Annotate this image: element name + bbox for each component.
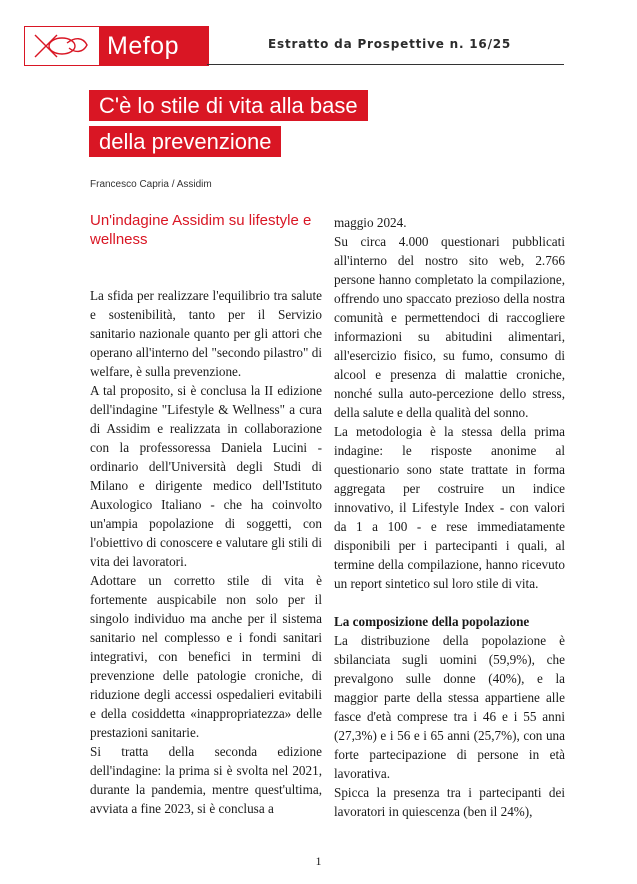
paragraph: Su circa 4.000 questionari pubblicati all'interno del nostro sito web, 2.766 persone hanno completato la compilazione, offrendo uno spaccato prezioso della nostra comunità e permettendoci di raccogliere informazioni su abitudini alimentari, all'esercizio fisico, su fumo, consumo di alcool e presenza di malattie croniche, nonché sulla auto-percezione dello stress, della salute e della qualità del sonno. [334,234,565,420]
paragraph: Spicca la presenza tra i partecipanti dei lavoratori in quiescenza (ben il 24%), [334,785,565,819]
paragraph: Adottare un corretto stile di vita è fortemente auspicabile non solo per il singolo individuo ma anche per il sistema sanitario nel complesso e i fondi sanitari integrativi, con benefici in termini di prevenzione delle patologie croniche, di riduzione degli accessi ospedalieri evitabili e della cosiddetta «inappropriatezza» delle prestazioni sanitarie. [90,573,322,740]
header-rule [207,64,564,65]
article-subtitle: Un'indagine Assidim su lifestyle e wellness [90,212,312,248]
paragraph: La distribuzione della popolazione è sbilanciata sugli uomini (59,9%), che prevalgono sulle donne (40%), e la maggior parte della stessa appartiene alle fasce d'età comprese tra i 46 e i 55 anni (27,3%) e i 56 e i 65 anni (25,7%), con una forte partecipazione di persone in età lavorativa. [334,633,565,781]
author-line: Francesco Capria / Assidim [90,179,212,190]
header-title: Estratto da Prospettive n. 16/25 [268,37,512,51]
section-spacer [334,593,565,612]
page-number: 1 [315,854,322,868]
paragraph: La sfida per realizzare l'equilibrio tra salute e sostenibilità, tanto per il Servizio sanitario nazionale quanto per gli attori che operano all'interno del "secondo pilastro" di welfare, è sulla prevenzione. [90,288,322,379]
article-title-line-2: della prevenzione [89,126,281,157]
paragraph: La metodologia è la stessa della prima indagine: le risposte anonime al questionario sono state trattate in forma aggregata per costruire un indice innovativo, il Lifestyle Index - con valori da 1 a 100 - e rese immediatamente disponibili per i partecipanti i quali, al termine della compilazione, hanno ricevuto un report sintetico sul loro stile di vita. [334,424,565,591]
paragraph: Si tratta della seconda edizione dell'indagine: la prima si è svolta nel 2021, durante la pandemia, mentre quest'ultima, avviata a fine 2023, si è conclusa a [90,744,322,816]
article-title-line-1: C'è lo stile di vita alla base [89,90,368,121]
mefop-logo-mark-icon [25,27,99,65]
left-column [90,286,322,818]
mefop-logo [24,26,209,66]
logo-text: Mefop [99,27,208,65]
section-heading: La composizione della popolazione [334,614,530,629]
right-column [334,213,565,821]
paragraph: A tal proposito, si è conclusa la II edizione dell'indagine "Lifestyle & Wellness" a cura di Assidim e realizzata in collaborazione con la professoressa Daniela Lucini - ordinario dell'Università degli Studi di Milano e dirigente medico dell'Istituto Auxologico Italiano - che ha coinvolto un'ampia popolazione di soggetti, con l'obiettivo di conoscere e valutare gli stili di vita dei lavoratori. [90,383,322,569]
paragraph: maggio 2024. [334,215,407,230]
